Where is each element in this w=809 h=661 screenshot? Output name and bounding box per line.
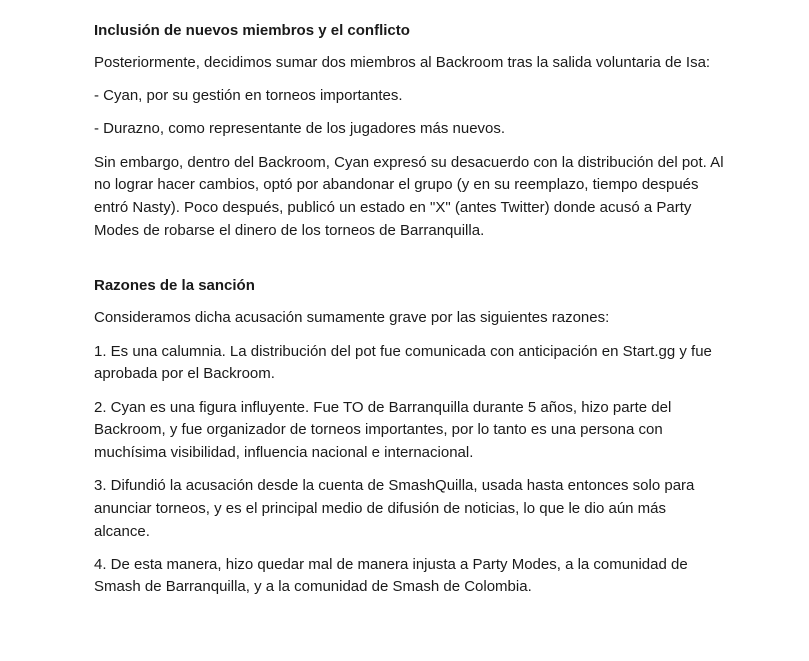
section-heading: Inclusión de nuevos miembros y el conflicto [94, 22, 410, 39]
list-item: 2. Cyan es una figura influyente. Fue TO de Barranquilla durante 5 años, hizo parte del Backroom, y fue organizador de torneos importantes, por lo tanto es una persona con muchísima visibilidad, influencia nacional e internacional. [94, 398, 672, 461]
list-item: 4. De esta manera, hizo quedar mal de manera injusta a Party Modes, a la comunidad de Smash de Barranquilla, y a la comunidad de Smash de Colombia. [94, 555, 688, 596]
list-item: 1. Es una calumnia. La distribución del pot fue comunicada con anticipación en Start.gg y fue aprobada por el Backroom. [94, 342, 712, 383]
list-item: - Durazno, como representante de los jugadores más nuevos. [94, 120, 506, 138]
list-item: 3. Difundió la acusación desde la cuenta de SmashQuilla, usada hasta entonces solo para anunciar torneos, y es el principal medio de difusión de noticias, lo que le dio aún más alcance. [94, 477, 695, 540]
paragraph: Sin embargo, dentro del Backroom, Cyan expresó su desacuerdo con la distribución del pot. Al no lograr hacer cambios, optó por abandonar el grupo (y en su reemplazo, tiempo después entró Nasty). Poco después, publicó un estado en "X" (antes Twitter) donde acusó a Party Modes de robarse el dinero de los torneos de Barranquilla. [94, 153, 724, 239]
paragraph: Posteriormente, decidimos sumar dos miembros al Backroom tras la salida voluntaria de Isa: [94, 54, 711, 71]
list-item: - Cyan, por su gestión en torneos importantes. [94, 87, 403, 105]
section-spacer [94, 242, 724, 275]
paragraph: Consideramos dicha acusación sumamente grave por las siguientes razones: [94, 309, 610, 327]
document-body [94, 20, 724, 599]
section-heading: Razones de la sanción [94, 277, 255, 295]
